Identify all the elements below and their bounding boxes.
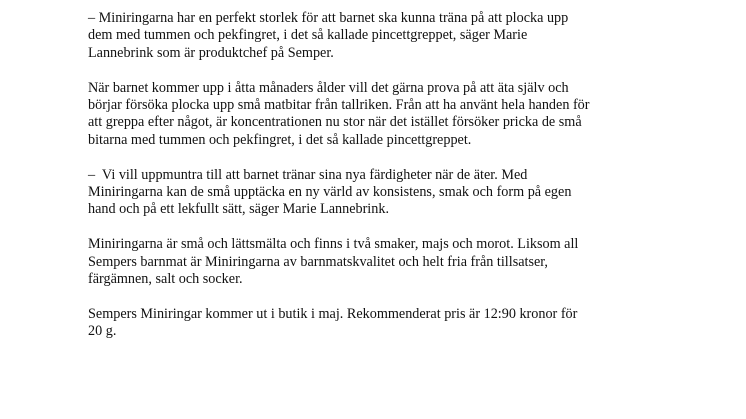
text-line: När barnet kommer upp i åtta månaders ålder vill det gärna prova på att äta själv och	[88, 79, 569, 96]
text-line: Miniringarna är små och lättsmälta och finns i två smaker, majs och morot. Liksom all	[88, 236, 579, 253]
text-line: – Miniringarna har en perfekt storlek för att barnet ska kunna träna på att plocka upp	[88, 10, 569, 26]
text-line: – Vi vill uppmuntra till att barnet tränar sina nya färdigheter när de äter. Med	[88, 166, 528, 183]
text-line: 20 g.	[88, 323, 117, 340]
paragraph-flavours	[88, 236, 648, 288]
paragraph-eight-months	[88, 80, 648, 150]
text-line: hand och på ett lekfullt sätt, säger Marie Lannebrink.	[88, 201, 389, 218]
text-line: Lannebrink som är produktchef på Semper.	[88, 44, 334, 61]
paragraph-quote-product-size	[88, 10, 648, 62]
text-line: färgämnen, salt och socker.	[88, 271, 243, 288]
text-line: Sempers barnmat är Miniringarna av barnmatskvalitet och helt fria från tillsatser,	[88, 253, 548, 270]
paragraph-availability-price	[88, 306, 648, 341]
text-line: Sempers Miniringar kommer ut i butik i maj. Rekommenderat pris är 12:90 kronor för	[88, 305, 578, 322]
paragraph-quote-encourage	[88, 167, 648, 219]
text-line: Miniringarna kan de små upptäcka en ny värld av konsistens, smak och form på egen	[88, 184, 572, 201]
text-line: bitarna med tummen och pekfingret, i det så kallade pincettgreppet.	[88, 131, 472, 148]
text-line: börjar försöka plocka upp små matbitar från tallriken. Från att ha använt hela handen för	[88, 97, 590, 114]
document-body	[88, 10, 648, 358]
text-line: att greppa efter något, är koncentrationen nu stor när det istället försöker pricka de små	[88, 114, 582, 131]
text-line: dem med tummen och pekfingret, i det så kallade pincettgreppet, säger Marie	[88, 27, 528, 44]
